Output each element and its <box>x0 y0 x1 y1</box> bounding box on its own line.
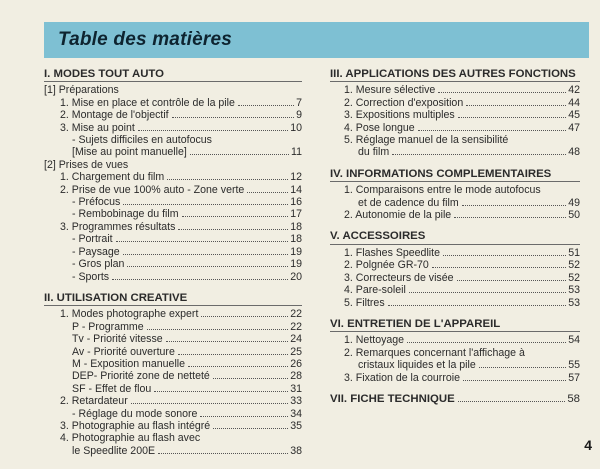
toc-entry[interactable] <box>330 259 580 271</box>
section-rule <box>330 181 580 182</box>
page-ref: 18 <box>290 220 302 233</box>
toc-entry-label: P - Programme <box>72 320 144 333</box>
toc-entry[interactable] <box>44 358 302 370</box>
toc-entry-label: 1. Nettoyage <box>344 334 405 347</box>
page-ref: 22 <box>290 320 302 333</box>
toc-entry-label: DEP- Priorité zone de netteté <box>72 370 210 383</box>
dot-leader <box>127 266 288 267</box>
toc-entry[interactable] <box>44 221 302 233</box>
page-ref: 31 <box>290 382 302 395</box>
toc-entry-label: 2. Polgnée GR-70 <box>344 259 429 272</box>
toc-entry[interactable] <box>44 346 302 358</box>
page-ref: 10 <box>290 121 302 134</box>
page-ref: 18 <box>290 233 302 246</box>
page-ref: 16 <box>290 196 302 209</box>
toc-entry[interactable] <box>44 97 302 109</box>
dot-leader <box>138 130 288 131</box>
dot-leader <box>409 292 566 293</box>
dot-leader <box>457 280 567 281</box>
dot-leader <box>131 403 288 404</box>
dot-leader <box>154 391 288 392</box>
toc-entry-label: 1. Mesure sélective <box>344 84 436 97</box>
toc-entry[interactable] <box>330 272 580 284</box>
toc-entry-label: 2. Montage de l'objectif <box>60 109 169 122</box>
toc-entry[interactable] <box>330 297 580 309</box>
page-ref: 24 <box>290 333 302 346</box>
dot-leader <box>158 453 288 454</box>
toc-entry[interactable] <box>330 146 580 158</box>
toc-entry-label: Av - Priorité ouverture <box>72 345 175 358</box>
section-rule <box>330 81 580 82</box>
toc-entry[interactable] <box>44 420 302 432</box>
toc-entry-label: cristaux liquides et la pile <box>358 359 476 372</box>
toc-entry[interactable] <box>44 184 302 196</box>
dot-leader <box>188 366 288 367</box>
toc-right-column <box>330 68 580 405</box>
dot-leader <box>458 401 566 402</box>
toc-entry-label: 5. Filtres <box>344 296 385 309</box>
toc-entry[interactable] <box>44 383 302 395</box>
toc-entry[interactable] <box>44 233 302 245</box>
dot-leader <box>463 380 566 381</box>
toc-entry-label: [Mise au point manuelle] <box>72 146 187 159</box>
page-ref: 55 <box>568 359 580 372</box>
section-heading <box>330 393 580 405</box>
dot-leader <box>178 229 288 230</box>
dot-leader <box>407 342 566 343</box>
toc-entry-label: 2. Autonomie de la pile <box>344 209 452 222</box>
dot-leader <box>167 179 288 180</box>
page-ref: 12 <box>290 171 302 184</box>
page-ref: 22 <box>290 308 302 321</box>
page-ref: 42 <box>568 84 580 97</box>
dot-leader <box>392 154 566 155</box>
page-ref: 45 <box>568 109 580 122</box>
page-ref: 47 <box>568 121 580 134</box>
toc-text: 5. Réglage manuel de la sensibilité <box>344 134 509 147</box>
toc-entry[interactable] <box>330 334 580 346</box>
toc-left-column <box>44 68 302 457</box>
section-heading: VI. ENTRETIEN DE L'APPAREIL <box>330 317 501 330</box>
toc-entry-label: 1. Flashes Speedlite <box>344 246 440 259</box>
toc-entry[interactable] <box>44 445 302 457</box>
dot-leader <box>388 305 567 306</box>
toc-entry[interactable] <box>330 209 580 221</box>
dot-leader <box>479 367 566 368</box>
toc-entry[interactable] <box>44 171 302 183</box>
page-ref: 9 <box>296 109 302 122</box>
dot-leader <box>238 105 294 106</box>
dot-leader <box>147 329 289 330</box>
toc-entry[interactable] <box>44 370 302 382</box>
toc-entry-label: - Gros plan <box>72 258 125 271</box>
toc-entry-label: 1. Modes photographe expert <box>60 308 199 321</box>
page-ref: 54 <box>568 334 580 347</box>
toc-entry-label: 1. Chargement du film <box>60 171 165 184</box>
dot-leader <box>178 354 288 355</box>
toc-entry[interactable] <box>330 372 580 384</box>
section-heading: V. ACCESSOIRES <box>330 230 426 243</box>
page-ref: 38 <box>290 444 302 457</box>
dot-leader <box>172 117 294 118</box>
dot-leader <box>462 205 567 206</box>
toc-entry[interactable] <box>330 284 580 296</box>
dot-leader <box>123 254 289 255</box>
page-ref: 44 <box>568 96 580 109</box>
toc-entry[interactable] <box>330 84 580 96</box>
toc-entry[interactable] <box>44 271 302 283</box>
dot-leader <box>116 241 289 242</box>
dot-leader <box>213 428 288 429</box>
dot-leader <box>458 117 567 118</box>
toc-entry-label: - Rembobinage du film <box>72 208 179 221</box>
toc-text: [1] Préparations <box>44 84 119 97</box>
page-ref: 34 <box>290 407 302 420</box>
toc-text: 1. Comparaisons entre le mode autofocus <box>344 184 541 197</box>
page-ref: 25 <box>290 345 302 358</box>
dot-leader <box>112 279 288 280</box>
section-rule <box>330 244 580 245</box>
page-ref: 7 <box>296 96 302 109</box>
page-ref: 53 <box>568 284 580 297</box>
toc-text: 4. Photographie au flash avec <box>60 432 201 445</box>
page-ref: 20 <box>290 270 302 283</box>
toc-entry-label: M - Exposition manuelle <box>72 357 186 370</box>
title-banner <box>44 22 589 58</box>
toc-entry[interactable] <box>44 196 302 208</box>
toc-entry[interactable] <box>44 408 302 420</box>
toc-entry-label: le Speedlite 200E <box>72 444 156 457</box>
section-rule <box>44 305 302 306</box>
toc-entry-label: - Réglage du mode sonore <box>72 407 198 420</box>
section-heading: III. APPLICATIONS DES AUTRES FONCTIONS <box>330 68 576 80</box>
toc-entry[interactable] <box>44 258 302 270</box>
section-heading-text: VII. FICHE TECHNIQUE <box>330 392 455 405</box>
page-ref: 33 <box>290 395 302 408</box>
toc-entry-label: 3. Fixation de la courroie <box>344 371 461 384</box>
dot-leader <box>190 154 289 155</box>
toc-entry[interactable] <box>330 359 580 371</box>
page-title: Table des matières <box>58 29 232 50</box>
dot-leader <box>418 130 567 131</box>
toc-entry-label: SF - Effet de flou <box>72 382 152 395</box>
toc-entry[interactable] <box>44 208 302 220</box>
page-ref: 57 <box>568 371 580 384</box>
toc-entry-label: - Paysage <box>72 245 120 258</box>
toc-entry-label: - Préfocus <box>72 196 121 209</box>
toc-entry[interactable] <box>330 109 580 121</box>
toc-entry[interactable] <box>44 333 302 345</box>
page-ref: 35 <box>290 419 302 432</box>
toc-entry-label: 4. Pare-soleil <box>344 284 406 297</box>
page-ref: 58 <box>567 392 580 405</box>
toc-entry[interactable] <box>44 146 302 158</box>
section-rule <box>44 81 302 82</box>
page-ref: 11 <box>291 146 302 159</box>
dot-leader <box>201 316 288 317</box>
section-heading: II. UTILISATION CREATIVE <box>44 291 188 304</box>
toc-entry-label: 3. Programmes résultats <box>60 220 176 233</box>
toc-entry[interactable] <box>44 308 302 320</box>
toc-entry[interactable] <box>330 197 580 209</box>
page-ref: 26 <box>290 357 302 370</box>
toc-entry-label: 3. Correcteurs de visée <box>344 271 454 284</box>
toc-text: - Sujets difficiles en autofocus <box>72 134 212 147</box>
toc-entry[interactable] <box>44 109 302 121</box>
section-rule <box>330 331 580 332</box>
toc-entry-label: 3. Expositions multiples <box>344 109 455 122</box>
toc-text: 2. Remarques concernant l'affichage à <box>344 346 525 359</box>
page-ref: 19 <box>290 258 302 271</box>
page-ref: 28 <box>290 370 302 383</box>
dot-leader <box>454 217 566 218</box>
toc-entry-label: 2. Correction d'exposition <box>344 96 464 109</box>
toc-entry-label: 2. Retardateur <box>60 395 128 408</box>
page-ref: 52 <box>568 271 580 284</box>
page-ref: 53 <box>568 296 580 309</box>
page-ref: 19 <box>290 245 302 258</box>
toc-entry[interactable] <box>330 247 580 259</box>
toc-text: [2] Prises de vues <box>44 158 129 171</box>
toc-entry-label: Tv - Priorité vitesse <box>72 333 163 346</box>
dot-leader <box>213 378 288 379</box>
page-ref: 52 <box>568 259 580 272</box>
toc-entry-label: 2. Prise de vue 100% auto - Zone verte <box>60 183 245 196</box>
toc-entry[interactable] <box>330 122 580 134</box>
page-ref: 17 <box>290 208 302 221</box>
dot-leader <box>200 416 288 417</box>
toc-entry[interactable] <box>44 395 302 407</box>
page-ref: 50 <box>568 209 580 222</box>
page-ref: 14 <box>290 183 302 196</box>
toc-entry[interactable] <box>44 246 302 258</box>
dot-leader <box>123 204 288 205</box>
toc-entry-label: du film <box>358 146 390 159</box>
page-ref: 48 <box>568 146 580 159</box>
toc-entry[interactable] <box>330 97 580 109</box>
dot-leader <box>443 255 566 256</box>
dot-leader <box>182 216 289 217</box>
dot-leader <box>166 341 289 342</box>
dot-leader <box>438 92 566 93</box>
page-number: 4 <box>584 437 592 453</box>
toc-entry-label: 3. Photographie au flash intégré <box>60 419 211 432</box>
dot-leader <box>247 192 288 193</box>
toc-entry-label: - Portrait <box>72 233 113 246</box>
toc-entry-label: 4. Pose longue <box>344 121 415 134</box>
section-heading: I. MODES TOUT AUTO <box>44 68 165 80</box>
dot-leader <box>466 105 566 106</box>
toc-entry-label: 3. Mise au point <box>60 121 135 134</box>
toc-entry[interactable] <box>44 122 302 134</box>
toc-entry-label: - Sports <box>72 270 110 283</box>
toc-entry-label: 1. Mise en place et contrôle de la pile <box>60 96 235 109</box>
toc-entry-label: et de cadence du film <box>358 196 459 209</box>
page-ref: 51 <box>568 246 580 259</box>
section-heading: IV. INFORMATIONS COMPLEMENTAIRES <box>330 167 552 180</box>
toc-entry[interactable] <box>44 321 302 333</box>
dot-leader <box>432 267 566 268</box>
page-ref: 49 <box>568 196 580 209</box>
